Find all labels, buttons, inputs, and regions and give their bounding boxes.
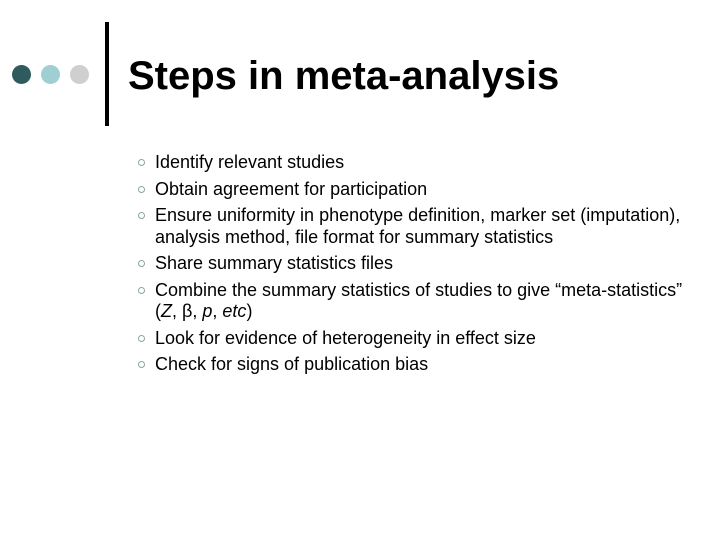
bullet-item [138, 280, 698, 323]
bullet-item [138, 253, 698, 275]
dot-dark-icon [12, 65, 31, 84]
bullet-item [138, 152, 698, 174]
bullet-text-part: ) [246, 301, 253, 321]
bullet-circle-icon [138, 361, 145, 368]
bullet-text: Check for signs of publication bias [155, 354, 429, 374]
bullet-item [138, 354, 698, 376]
title-divider [105, 22, 109, 126]
bullet-text-part: Combine the summary statistics of studies to give “meta-statistics” ( [155, 279, 683, 321]
bullet-item [138, 179, 698, 201]
bullet-text: Share summary statistics files [155, 253, 394, 273]
bullet-text: Identify relevant studies [155, 152, 345, 172]
bullet-item [138, 328, 698, 350]
bullet-circle-icon [138, 159, 145, 166]
separator: , [212, 301, 223, 321]
bullet-circle-icon [138, 186, 145, 193]
bullet-list [138, 152, 698, 381]
symbol-p: p [202, 301, 213, 321]
bullet-circle-icon [138, 212, 145, 219]
dot-gray-icon [70, 65, 89, 84]
bullet-circle-icon [138, 287, 145, 294]
bullet-circle-icon [138, 335, 145, 342]
slide-title: Steps in meta-analysis [128, 54, 560, 98]
symbol-beta: β [182, 301, 193, 321]
separator: , [192, 301, 203, 321]
separator: , [172, 301, 183, 321]
bullet-text-combine [155, 280, 682, 322]
symbol-z: Z [161, 301, 172, 321]
bullet-item [138, 205, 698, 248]
bullet-text: Look for evidence of heterogeneity in effect size [155, 327, 536, 348]
symbol-etc: etc [222, 301, 247, 321]
decorative-dots [12, 65, 102, 85]
bullet-circle-icon [138, 260, 145, 267]
bullet-text: Obtain agreement for participation [155, 178, 428, 199]
dot-teal-icon [41, 65, 60, 84]
bullet-text: Ensure uniformity in phenotype definition, marker set (imputation), analysis method, file format for summary statistics [155, 205, 681, 247]
